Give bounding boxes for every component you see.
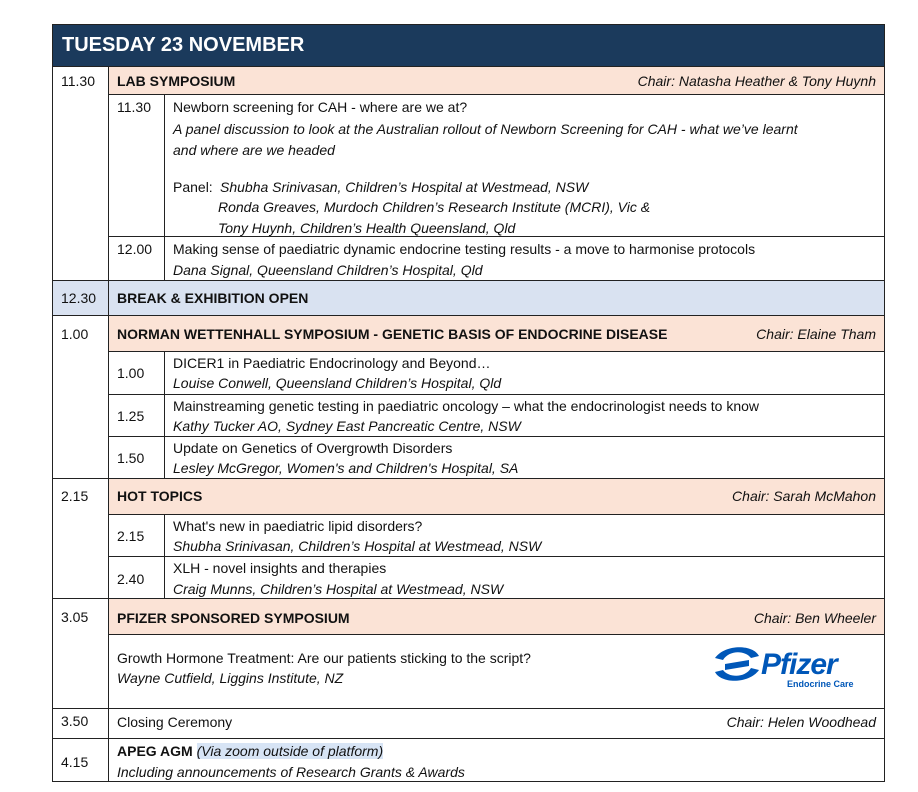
divider (164, 94, 165, 280)
session-title-hot: HOT TOPICS (117, 488, 203, 504)
agm-note: (Via zoom outside of platform) (196, 743, 384, 759)
agm-subtitle: Including announcements of Research Grants & Awards (117, 764, 465, 780)
break-time: 12.30 (61, 290, 97, 306)
session-chair-hot: Chair: Sarah McMahon (732, 488, 876, 504)
break-title: BREAK & EXHIBITION OPEN (117, 290, 309, 306)
talk-time: 1.50 (117, 450, 145, 466)
talk-title: Mainstreaming genetic testing in paediatric oncology – what the endocrinologist needs to know (173, 398, 760, 414)
talk-time: 12.00 (117, 241, 153, 257)
program-table (52, 24, 885, 782)
talk-speaker: Shubha Srinivasan, Children’s Hospital at Westmead, NSW (173, 538, 542, 554)
talk-title: XLH - novel insights and therapies (173, 560, 387, 576)
talk-description-cont: and where are we headed (173, 142, 335, 158)
talk-title: Newborn screening for CAH - where are we at? (173, 99, 468, 115)
talk-speaker: Kathy Tucker AO, Sydney East Pancreatic Centre, NSW (173, 418, 521, 434)
divider (164, 514, 165, 598)
talk-time: 11.30 (117, 99, 151, 115)
session-time-hot: 2.15 (61, 488, 89, 504)
talk-title: Update on Genetics of Overgrowth Disorders (173, 440, 453, 456)
talk-title: Growth Hormone Treatment: Are our patients sticking to the script? (117, 650, 531, 666)
panel-member: Shubha Srinivasan, Children’s Hospital at Westmead, NSW (220, 179, 589, 195)
agm-time: 4.15 (61, 754, 89, 770)
panel-member: Ronda Greaves, Murdoch Children’s Research Institute (MCRI), Vic & (218, 199, 651, 215)
divider (108, 351, 884, 352)
divider (53, 738, 884, 739)
talk-title: What's new in paediatric lipid disorders? (173, 518, 423, 534)
agm-line (117, 741, 383, 761)
pfizer-logo-text: Pfizer (761, 648, 837, 681)
talk-speaker: Craig Munns, Children’s Hospital at Westmead, NSW (173, 581, 504, 597)
agm-title: APEG AGM (117, 743, 197, 759)
panel-label: Panel: (173, 179, 213, 195)
talk-title: DICER1 in Paediatric Endocrinology and Beyond… (173, 355, 491, 371)
talk-time: 2.15 (117, 528, 145, 544)
session-time-lab: 11.30 (61, 73, 95, 89)
divider (108, 436, 884, 437)
divider (108, 236, 884, 237)
divider (108, 394, 884, 395)
session-title-lab: LAB SYMPOSIUM (117, 73, 236, 89)
session-time-norman: 1.00 (61, 326, 89, 342)
pfizer-logo-subtitle: Endocrine Care (787, 679, 854, 689)
closing-chair: Chair: Helen Woodhead (726, 714, 876, 730)
session-chair-pfizer: Chair: Ben Wheeler (753, 610, 876, 626)
talk-speaker: Lesley McGregor, Women's and Children's Hospital, SA (173, 460, 519, 476)
talk-speaker: Wayne Cutfield, Liggins Institute, NZ (117, 670, 344, 686)
session-chair-norman: Chair: Elaine Tham (756, 326, 876, 342)
divider (108, 94, 884, 95)
divider (108, 634, 884, 635)
talk-speaker: Louise Conwell, Queensland Children’s Hospital, Qld (173, 375, 502, 391)
talk-description: A panel discussion to look at the Australian rollout of Newborn Screening for CAH - what we’ve learnt (173, 121, 798, 137)
pfizer-swirl-icon (711, 644, 763, 684)
closing-time: 3.50 (61, 713, 89, 729)
pfizer-logo (711, 638, 861, 694)
divider (108, 514, 884, 515)
talk-time: 2.40 (117, 571, 145, 587)
day-title: TUESDAY 23 NOVEMBER (53, 25, 884, 66)
talk-title: Making sense of paediatric dynamic endocrine testing results - a move to harmonise protocols (173, 241, 756, 257)
divider (164, 351, 165, 478)
session-title-pfizer: PFIZER SPONSORED SYMPOSIUM (117, 610, 350, 626)
panel-member: Tony Huynh, Children’s Health Queensland, Qld (218, 220, 516, 236)
time-column-divider (108, 66, 109, 782)
session-title-norman: NORMAN WETTENHALL SYMPOSIUM - GENETIC BASIS OF ENDOCRINE DISEASE (117, 326, 668, 342)
divider (108, 556, 884, 557)
session-time-pfizer: 3.05 (61, 609, 89, 625)
talk-time: 1.00 (117, 365, 145, 381)
closing-title: Closing Ceremony (117, 714, 233, 730)
divider (53, 708, 884, 709)
talk-speaker: Dana Signal, Queensland Children’s Hospital, Qld (173, 262, 483, 278)
talk-time: 1.25 (117, 408, 145, 424)
session-chair-lab: Chair: Natasha Heather & Tony Huynh (637, 73, 876, 89)
